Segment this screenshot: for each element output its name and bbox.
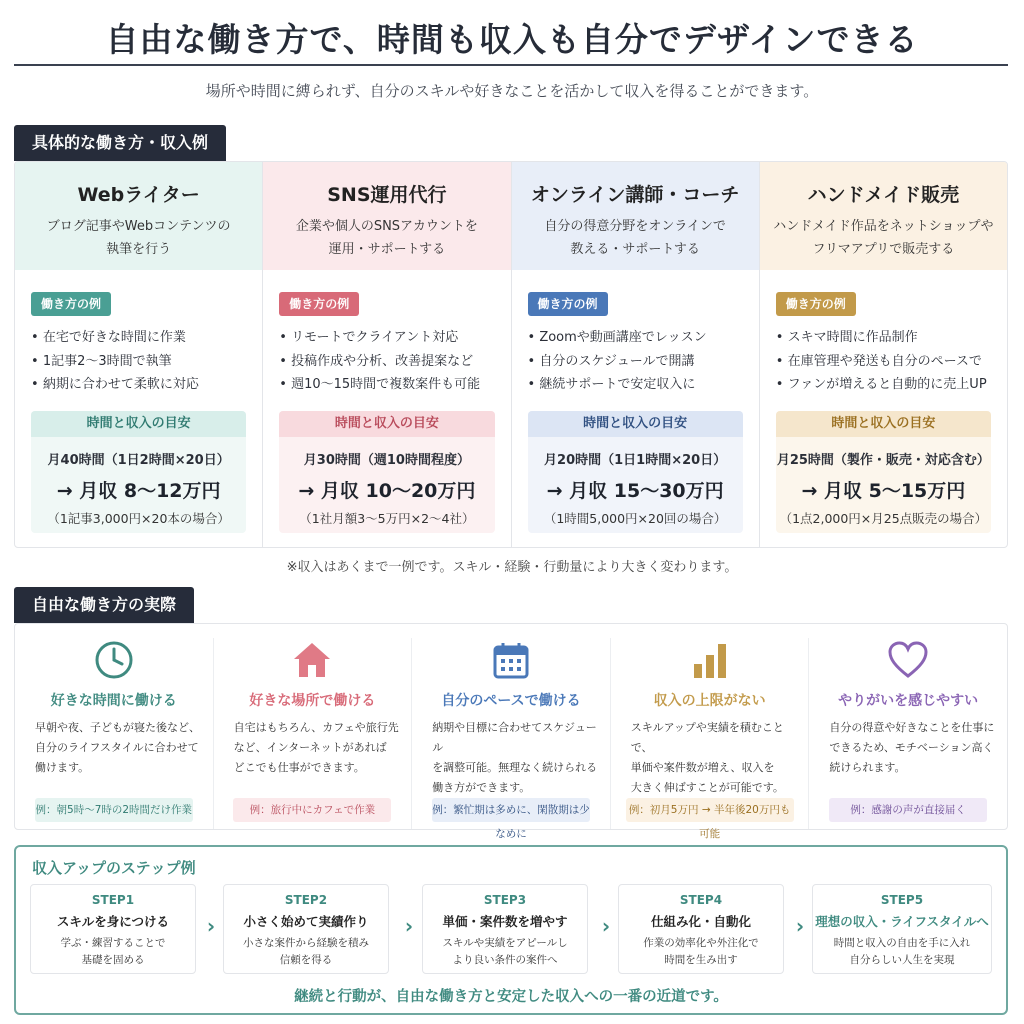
work-style-list (776, 326, 991, 397)
income-hours: 月40時間（1日2時間×20日） (47, 452, 230, 468)
card-body (512, 270, 759, 533)
step-label: STEP1 (91, 893, 135, 907)
feature-own-pace (412, 638, 611, 840)
income-note: （1記事3,000円×20本の場合） (47, 510, 230, 526)
house-icon (226, 638, 400, 682)
card-sns-management (263, 162, 511, 547)
step-card (223, 884, 389, 974)
list-item: • 継続サポートで安定収入に (528, 373, 743, 397)
income-note: （1点2,000円×月25点販売の場合） (779, 510, 988, 526)
card-description: 企業や個人のSNSアカウントを 運用・サポートする (295, 219, 478, 257)
feature-description: スキルアップや実績を積むことで、 単価や案件数が増え、収入を 大きく伸ばすことが可能です。 (630, 721, 784, 794)
feature-title: 収入の上限がない (653, 693, 766, 709)
feature-description: 自宅はもちろん、カフェや旅行先 など、インターネットがあれば どこでも仕事ができます。 (233, 721, 399, 774)
card-name: ハンドメイド販売 (807, 184, 960, 206)
card-header (512, 162, 759, 270)
feature-description: 早朝や夜、子どもが寝た後など、 自分のライフスタイルに合わせて 働けます。 (35, 721, 200, 774)
list-item: • 在宅で好きな時間に作業 (31, 326, 246, 350)
income-box-title: 時間と収入の目安 (528, 411, 743, 437)
chevron-right-icon: › (601, 914, 611, 938)
income-amount: → 月収 10〜20万円 (298, 479, 476, 502)
feature-title: やりがいを感じやすい (838, 693, 979, 709)
income-box-title: 時間と収入の目安 (776, 411, 991, 437)
page-title: 自由な働き方で、時間も収入も自分でデザインできる (105, 20, 919, 59)
income-box (528, 411, 743, 533)
step-label: STEP2 (284, 893, 328, 907)
card-header (15, 162, 262, 270)
feature-example: 例：初月5万円 → 半年後20万円も可能 (626, 798, 794, 822)
step-title: 小さく始めて実績作り (243, 914, 369, 929)
list-item: • リモートでクライアント対応 (279, 326, 494, 350)
feature-example: 例：感謝の声が直接届く (829, 798, 987, 822)
step-description: スキルや実績をアピールし より良い条件の案件へ (442, 937, 568, 966)
freedom-features (14, 623, 1008, 840)
step-card (422, 884, 588, 974)
step-label: STEP4 (679, 893, 723, 907)
feature-title: 自分のペースで働ける (441, 693, 581, 709)
work-style-pill: 働き方の例 (31, 292, 111, 316)
card-body (15, 270, 262, 533)
chevron-right-icon: › (206, 914, 216, 938)
card-name: Webライター (77, 184, 200, 206)
feature-example: 例：繁忙期は多めに、閑散期は少なめに (432, 798, 590, 822)
income-hours: 月20時間（1日1時間×20日） (544, 452, 727, 468)
calendar-icon (424, 638, 598, 682)
feature-flexible-time (15, 638, 214, 829)
list-item: • 週10〜15時間で複数案件も可能 (279, 373, 494, 397)
card-description: ブログ記事やWebコンテンツの 執筆を行う (46, 219, 231, 257)
income-amount: → 月収 8〜12万円 (56, 479, 221, 502)
step-title: 仕組み化・自動化 (650, 914, 751, 929)
list-item: • 投稿作成や分析、改善提案など (279, 350, 494, 374)
card-handmade-sales (760, 162, 1007, 547)
features-section-tab: 自由な働き方の実際 (14, 587, 194, 623)
card-web-writer (15, 162, 263, 547)
feature-description: 納期や目標に合わせてスケジュール を調整可能。無理なく続けられる 働き方ができます。 (432, 721, 598, 794)
list-item: • Zoomや動画講座でレッスン (528, 326, 743, 350)
income-disclaimer: ※収入はあくまで一例です。スキル・経験・行動量により大きく変わります。 (286, 560, 738, 575)
feature-title: 好きな時間に働ける (50, 693, 177, 709)
steps-title: 収入アップのステップ例 (32, 859, 196, 877)
card-header (760, 162, 1007, 270)
income-note: （1時間5,000円×20回の場合） (543, 510, 727, 526)
card-description: ハンドメイド作品をネットショップや フリマアプリで販売する (773, 219, 994, 257)
card-body (760, 270, 1007, 533)
feature-description: 自分の得意や好きなことを仕事に できるため、モチベーション高く 続けられます。 (829, 721, 995, 774)
step-description: 作業の効率化や外注化で 時間を生み出す (643, 937, 759, 966)
work-style-list (31, 326, 246, 397)
bar-chart-icon (623, 638, 797, 682)
income-hours: 月25時間（製作・販売・対応含む） (776, 452, 990, 468)
card-name: SNS運用代行 (327, 184, 447, 206)
income-box (279, 411, 494, 533)
income-box-title: 時間と収入の目安 (279, 411, 494, 437)
page-subtitle: 場所や時間に縛られず、自分のスキルや好きなことを活かして収入を得ることができます。 (205, 82, 819, 100)
income-steps-panel (14, 845, 1008, 1015)
work-style-pill: 働き方の例 (528, 292, 608, 316)
work-style-list (279, 326, 494, 397)
title-divider (14, 64, 1008, 66)
income-box (776, 411, 991, 533)
feature-flexible-place (214, 638, 413, 829)
heart-icon (821, 638, 995, 682)
income-amount: → 月収 5〜15万円 (801, 479, 966, 502)
list-item: • 在庫管理や発送も自分のペースで (776, 350, 991, 374)
feature-example: 例：旅行中にカフェで作業 (233, 798, 391, 822)
income-note: （1社月額3〜5万円×2〜4社） (299, 510, 475, 526)
step-card (812, 884, 992, 974)
work-style-list (528, 326, 743, 397)
list-item: • ファンが増えると自動的に売上UP (776, 373, 991, 397)
card-online-instructor (512, 162, 760, 547)
income-box-title: 時間と収入の目安 (31, 411, 246, 437)
work-style-pill: 働き方の例 (776, 292, 856, 316)
card-description: 自分の得意分野をオンラインで 教える・サポートする (544, 219, 726, 257)
income-box (31, 411, 246, 533)
step-title: 理想の収入・ライフスタイルへ (815, 914, 989, 929)
chevron-right-icon: › (795, 914, 805, 938)
card-body (263, 270, 510, 533)
list-item: • 自分のスケジュールで開講 (528, 350, 743, 374)
work-style-pill: 働き方の例 (279, 292, 359, 316)
clock-icon (27, 638, 201, 682)
list-item: • 1記事2〜3時間で執筆 (31, 350, 246, 374)
list-item: • 納期に合わせて柔軟に対応 (31, 373, 246, 397)
step-label: STEP3 (483, 893, 527, 907)
income-hours: 月30時間（週10時間程度） (303, 452, 470, 468)
steps-footer-message: 継続と行動が、自由な働き方と安定した収入への一番の近道です。 (294, 989, 728, 1005)
step-description: 小さな案件から経験を積み 信頼を得る (243, 937, 369, 966)
step-description: 学ぶ・練習することで 基礎を固める (60, 937, 166, 966)
feature-title: 好きな場所で働ける (249, 693, 376, 709)
step-card (30, 884, 196, 974)
step-title: スキルを身につける (56, 914, 170, 929)
card-header (263, 162, 510, 270)
step-label: STEP5 (880, 893, 924, 907)
step-card (618, 884, 784, 974)
work-examples-cards (14, 161, 1008, 548)
card-name: オンライン講師・コーチ (530, 184, 740, 206)
examples-section-tab: 具体的な働き方・収入例 (14, 125, 226, 161)
list-item: • スキマ時間に作品制作 (776, 326, 991, 350)
step-title: 単価・案件数を増やす (442, 914, 568, 929)
feature-fulfillment (809, 638, 1007, 829)
feature-no-income-cap (611, 638, 810, 840)
step-description: 時間と収入の自由を手に入れ 自分らしい人生を実現 (833, 937, 971, 966)
chevron-right-icon: › (404, 914, 414, 938)
income-amount: → 月収 15〜30万円 (546, 479, 724, 502)
feature-example: 例：朝5時〜7時の2時間だけ作業 (35, 798, 193, 822)
